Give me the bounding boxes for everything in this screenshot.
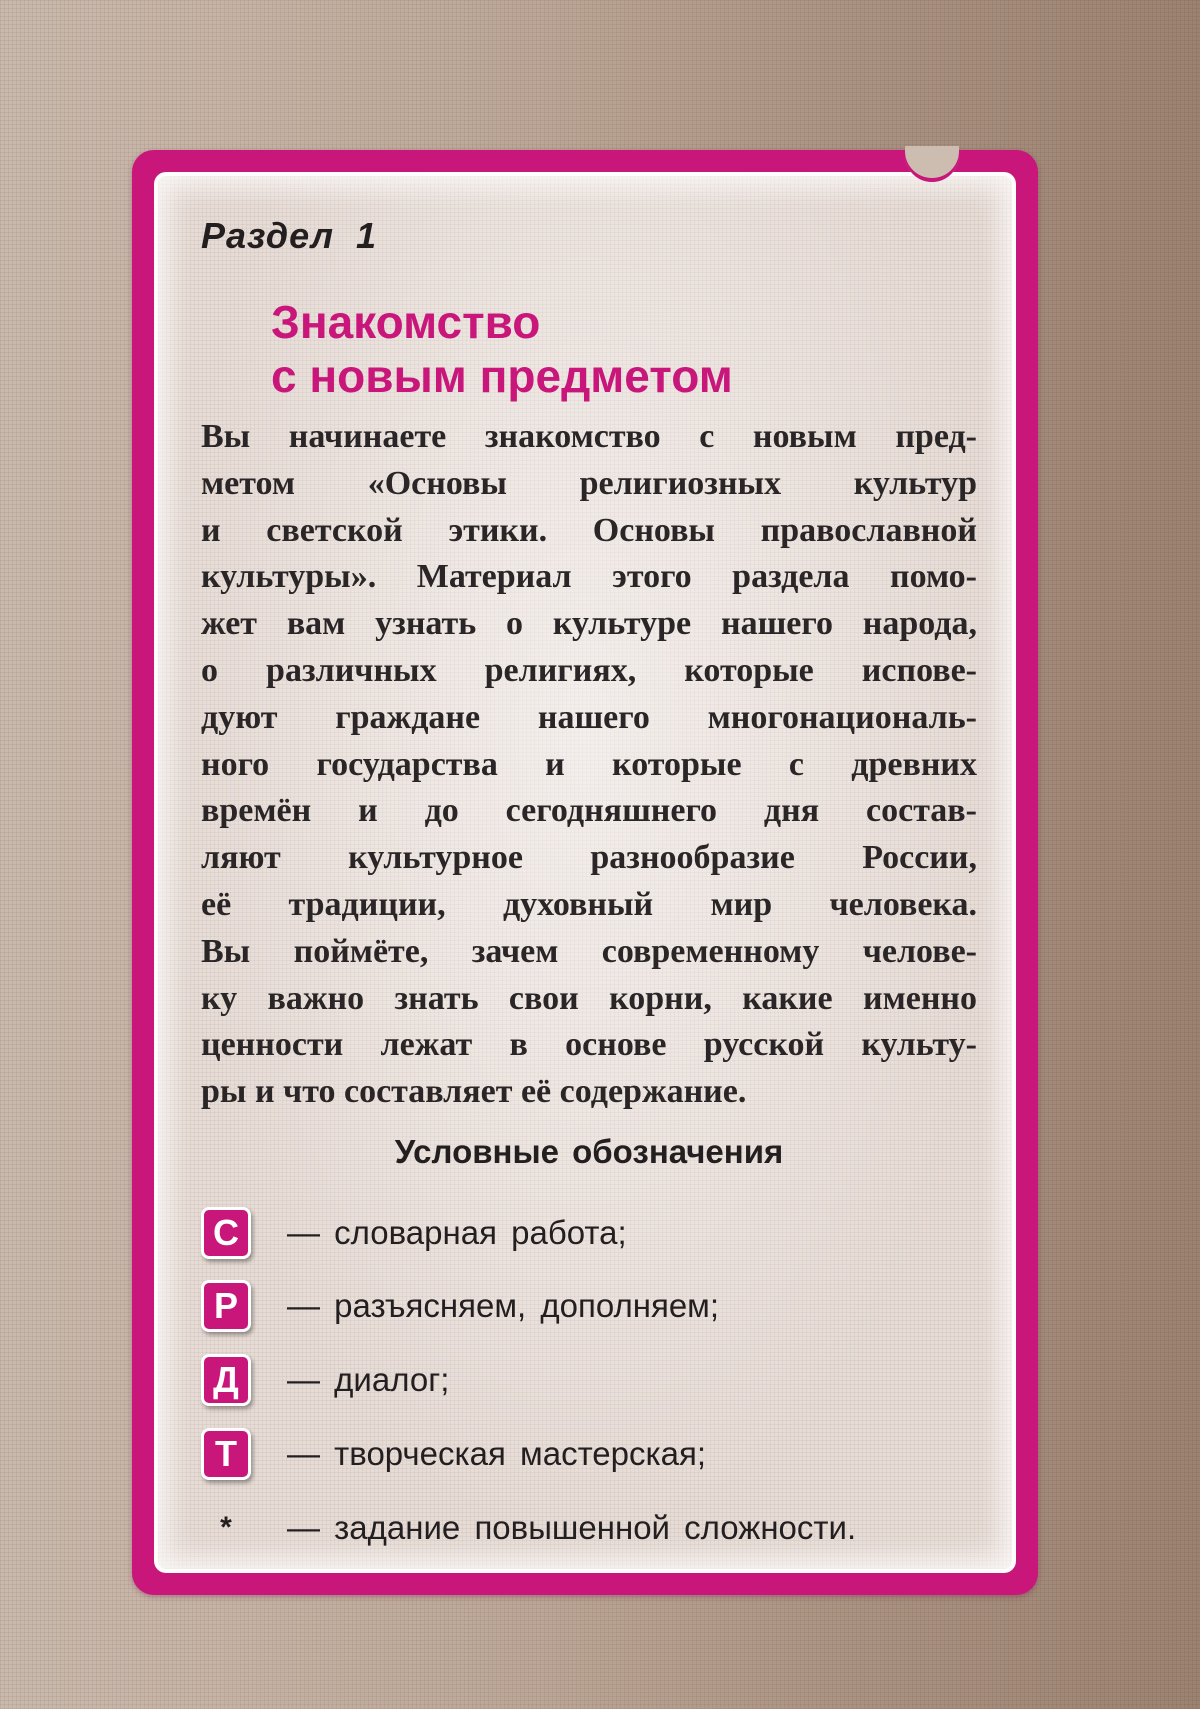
section-title-line-1: Знакомство xyxy=(271,296,541,348)
legend-item-advanced xyxy=(201,1500,856,1556)
section-title xyxy=(271,295,733,403)
intro-line: жет вам узнать о культуре нашего народа, xyxy=(201,605,977,643)
letter-d-badge-icon: Д xyxy=(201,1354,251,1406)
intro-paragraph xyxy=(201,414,977,1116)
intro-line: ляют культурное разнообразие России, xyxy=(201,839,977,877)
intro-line: ры и что составляет её содержание. xyxy=(201,1073,747,1111)
intro-line: времён и до сегодняшнего дня состав- xyxy=(201,792,977,830)
intro-line: ного государства и которые с древних xyxy=(201,745,977,783)
legend-item-vocabulary xyxy=(201,1205,627,1261)
legend-item-text: — творческая мастерская; xyxy=(287,1435,707,1472)
intro-line: Вы поймёте, зачем современному челове- xyxy=(201,932,977,970)
letter-t-badge-icon: Т xyxy=(201,1428,251,1480)
legend-item-workshop xyxy=(201,1426,706,1482)
intro-line: о различных религиях, которые испове- xyxy=(201,651,977,689)
legend-item-text: — словарная работа; xyxy=(287,1214,627,1251)
intro-line: культуры». Материал этого раздела помо- xyxy=(201,558,977,596)
letter-s-badge-icon: С xyxy=(201,1207,251,1259)
intro-line: и светской этики. Основы православной xyxy=(201,511,977,549)
asterisk-icon: * xyxy=(220,1511,232,1544)
intro-line: ценности лежат в основе русской культу- xyxy=(201,1026,977,1064)
legend-item-dialog xyxy=(201,1352,449,1408)
legend-item-explain xyxy=(201,1278,719,1334)
legend-item-text: — задание повышенной сложности. xyxy=(287,1509,857,1546)
intro-line: метом «Основы религиозных культур xyxy=(201,464,977,502)
legend-item-text: — диалог; xyxy=(287,1361,450,1398)
intro-line: дуют граждане нашего многонациональ- xyxy=(201,698,977,736)
intro-line: её традиции, духовный мир человека. xyxy=(201,885,977,923)
letter-r-badge-icon: Р xyxy=(201,1280,251,1332)
legend-title: Условные обозначения xyxy=(394,1133,784,1170)
intro-line: Вы начинаете знакомство с новым пред- xyxy=(201,418,977,455)
intro-line: ку важно знать свои корни, какие именно xyxy=(201,979,977,1017)
section-label: Раздел 1 xyxy=(201,215,378,256)
legend-item-text: — разъясняем, дополняем; xyxy=(287,1287,720,1324)
section-title-line-2: с новым предметом xyxy=(271,350,733,402)
